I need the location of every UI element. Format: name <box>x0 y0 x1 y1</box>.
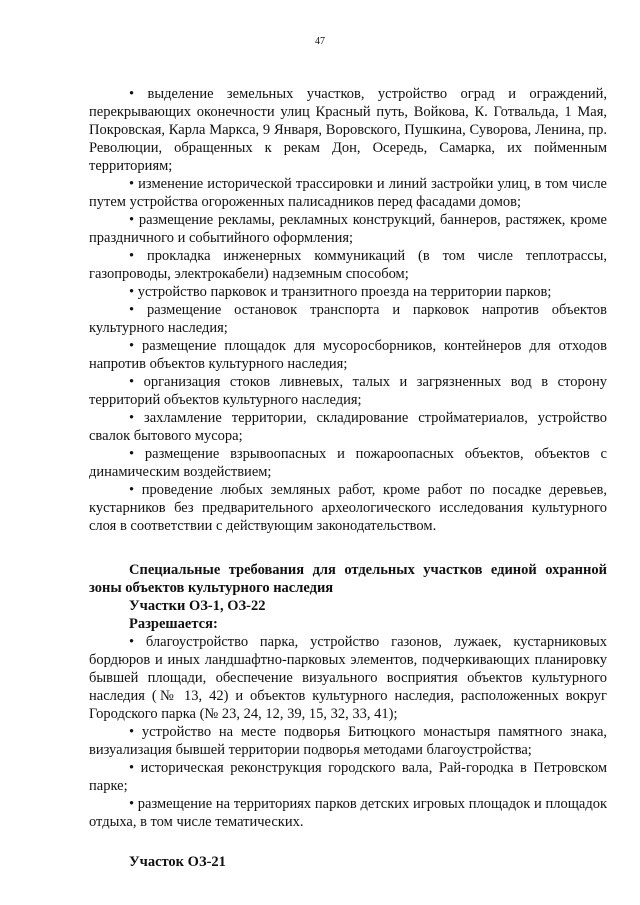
list-item: • устройство на месте подворья Битюцкого монастыря памятного знака, визуализация бывшей территории подворья методами благоустройства; <box>89 723 607 759</box>
list-item: • изменение исторической трассировки и линий застройки улиц, в том числе путем устройства огороженных палисадников перед фасадами домов; <box>89 175 607 211</box>
plots-heading: Участки ОЗ-1, ОЗ-22 <box>129 598 266 614</box>
list-item: • историческая реконструкция городского вала, Рай-городка в Петровском парке; <box>89 759 607 795</box>
document-body <box>89 85 607 871</box>
list-item: • проведение любых земляных работ, кроме работ по посадке деревьев, кустарников без предварительного археологического исследования культурного слоя в соответствии с действующим законодательством. <box>89 481 607 535</box>
list-item: • размещение остановок транспорта и парковок напротив объектов культурного наследия; <box>89 301 607 337</box>
list-item: • устройство парковок и транзитного проезда на территории парков; <box>89 283 607 301</box>
list-item: • организация стоков ливневых, талых и загрязненных вод в сторону территорий объектов культурного наследия; <box>89 373 607 409</box>
section-heading: Специальные требования для отдельных участков единой охранной зоны объектов культурного наследия <box>89 562 607 596</box>
list-item: • размещение взрывоопасных и пожароопасных объектов, объектов с динамическим воздействием; <box>89 445 607 481</box>
plot-heading: Участок ОЗ-21 <box>129 854 226 870</box>
list-item: • захламление территории, складирование стройматериалов, устройство свалок бытового мусора; <box>89 409 607 445</box>
list-item: • размещение на территориях парков детских игровых площадок и площадок отдыха, в том числе тематических. <box>89 795 607 831</box>
list-item: • размещение площадок для мусоросборников, контейнеров для отходов напротив объектов культурного наследия; <box>89 337 607 373</box>
allowed-heading: Разрешается: <box>129 616 218 632</box>
list-item: • прокладка инженерных коммуникаций (в том числе теплотрассы, газопроводы, электрокабели) надземным способом; <box>89 247 607 283</box>
list-item: • благоустройство парка, устройство газонов, лужаек, кустарниковых бордюров и иных ландшафтно-парковых элементов, подчеркивающих планировку бывшей площади, обеспечение визуального восприятия объектов культурного наследия (№ 13, 42) и объектов культурного наследия, расположенных вокруг Городского парка (№ 23, 24, 12, 39, 15, 32, 33, 41); <box>89 633 607 723</box>
list-item: • выделение земельных участков, устройство оград и ограждений, перекрывающих оконечности улиц Красный путь, Войкова, К. Готвальда, 1 Мая, Покровская, Карла Маркса, 9 Января, Воровского, Пушкина, Суворова, Ленина, пр. Революции, обращенных к рекам Дон, Осередь, Самарка, их пойменным территориям; <box>89 85 607 175</box>
page-number: 47 <box>315 36 325 47</box>
list-item: • размещение рекламы, рекламных конструкций, баннеров, растяжек, кроме праздничного и событийного оформления; <box>89 211 607 247</box>
